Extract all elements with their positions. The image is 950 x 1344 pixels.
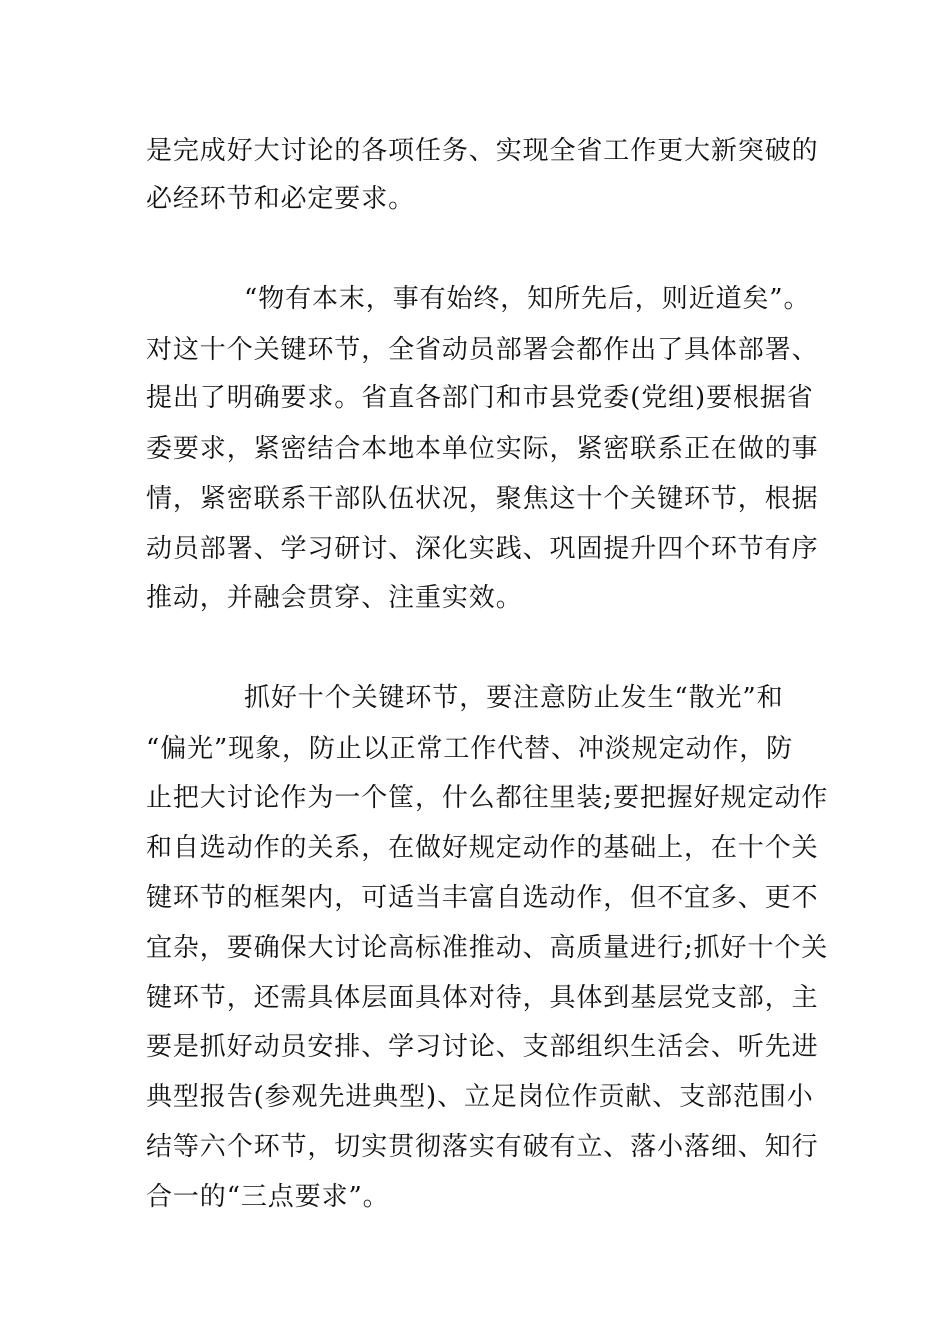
paragraph-2-line-2: 对这十个关键环节，全省动员部署会都作出了具体部署、 bbox=[146, 335, 819, 365]
paragraph-3-line-7: 键环节，还需具体层面具体对待，具体到基层党支部，主 bbox=[146, 983, 819, 1013]
paragraph-3-line-10: 结等六个环节，切实贯彻落实有破有立、落小落细、知行 bbox=[146, 1132, 819, 1162]
paragraph-1-line-2: 必经环节和必定要求。 bbox=[146, 184, 416, 214]
paragraph-3-line-8: 要是抓好动员安排、学习讨论、支部组织生活会、听先进 bbox=[146, 1032, 819, 1062]
paragraph-3-line-4: 和自选动作的关系，在做好规定动作的基础上，在十个关 bbox=[146, 833, 819, 863]
paragraph-2-line-7: 推动，并融会贯穿、注重实效。 bbox=[146, 583, 523, 613]
paragraph-2-line-5: 情，紧密联系干部队伍状况，聚焦这十个关键环节，根据 bbox=[146, 484, 819, 514]
paragraph-2-line-4: 委要求，紧密结合本地本单位实际，紧密联系正在做的事 bbox=[146, 434, 819, 464]
paragraph-3-line-11: 合一的“三点要求”。 bbox=[146, 1182, 390, 1212]
paragraph-3-line-6: 宜杂，要确保大讨论高标准推动、高质量进行;抓好十个关 bbox=[146, 933, 829, 963]
paragraph-1-line-1: 是完成好大讨论的各项任务、实现全省工作更大新突破的 bbox=[146, 136, 819, 166]
paragraph-3-line-5: 键环节的框架内，可适当丰富自选动作，但不宜多、更不 bbox=[146, 883, 819, 913]
paragraph-3-line-9: 典型报告(参观先进典型)、立足岗位作贡献、支部范围小 bbox=[146, 1082, 814, 1112]
paragraph-3-line-1: 抓好十个关键环节，要注意防止发生“散光”和 bbox=[244, 683, 784, 713]
paragraph-2-line-1: “物有本末，事有始终，知所先后，则近道矣”。 bbox=[244, 284, 811, 314]
paragraph-3-line-2: “偏光”现象，防止以正常工作代替、冲淡规定动作，防 bbox=[146, 734, 794, 764]
paragraph-3-line-3: 止把大讨论作为一个筐，什么都往里装;要把握好规定动作 bbox=[146, 783, 829, 813]
paragraph-2-line-3: 提出了明确要求。省直各部门和市县党委(党组)要根据省 bbox=[146, 383, 814, 413]
paragraph-2-line-6: 动员部署、学习研讨、深化实践、巩固提升四个环节有序 bbox=[146, 534, 819, 564]
